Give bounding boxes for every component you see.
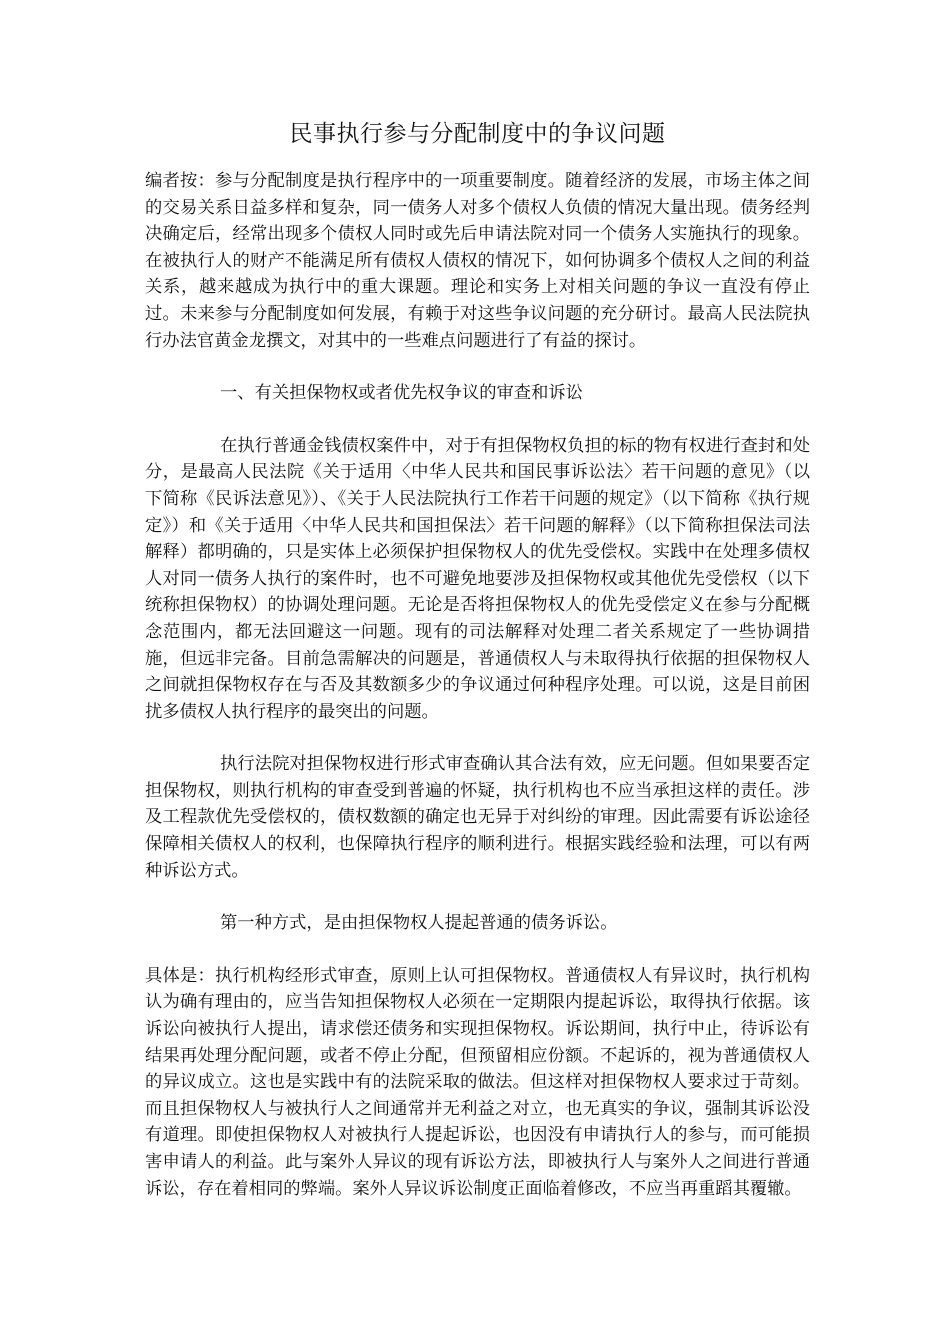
spacer <box>145 354 810 380</box>
body-paragraph-1: 在执行普通金钱债权案件中，对于有担保物权负担的标的物有权进行查封和处分，是最高人民法院《关于适用〈中华人民共和国民事诉讼法〉若干问题的意见》（以下简称《民诉法意见》）、《关于人民法院执行工作若干问题的规定》（以下简称《执行规定》）和《关于适用〈中华人民共和国担保法〉若干问题的解释》（以下简称担保法司法解释）都明确的，只是实体上必须保护担保物权人的优先受偿权。实践中在处理多债权人对同一债务人执行的案件时，也不可避免地要涉及担保物权或其他优先受偿权（以下统称担保物权）的协调处理问题。无论是否将担保物权人的优先受偿定义在参与分配概念范围内，都无法回避这一问题。现有的司法解释对处理二者关系规定了一些协调措施，但远非完备。目前急需解决的问题是，普通债权人与未取得执行依据的担保物权人之间就担保物权存在与否及其数额多少的争议通过何种程序处理。可以说，这是目前困扰多债权人执行程序的最突出的问题。 <box>145 435 810 722</box>
spacer <box>145 725 810 751</box>
body-paragraph-2: 执行法院对担保物权进行形式审查确认其合法有效，应无问题。但如果要否定担保物权，则执行机构的审查受到普遍的怀疑，执行机构也不应当承担这样的责任。涉及工程款优先受偿权的，债权数额的确定也无异于对纠纷的审理。因此需要有诉讼途径保障相关债权人的权利，也保障执行程序的顺利进行。根据实践经验和法理，可以有两种诉讼方式。 <box>145 754 810 881</box>
body-paragraph-3: 第一种方式，是由担保物权人提起普通的债务诉讼。 <box>220 913 618 934</box>
spacer <box>145 884 810 910</box>
section-heading: 一、有关担保物权或者优先权争议的审查和诉讼 <box>220 383 583 404</box>
spacer <box>145 937 810 963</box>
document-title: 民事执行参与分配制度中的争议问题 <box>289 121 666 147</box>
document-page <box>145 118 810 1202</box>
spacer <box>145 407 810 433</box>
editor-note-paragraph: 编者按：参与分配制度是执行程序中的一项重要制度。随着经济的发展，市场主体之间的交易关系日益多样和复杂，同一债务人对多个债权人负债的情况大量出现。债务经判决确定后，经常出现多个债权人同时或先后申请法院对同一个债务人实施执行的现象。在被执行人的财产不能满足所有债权人债权的情况下，如何协调多个债权人之间的利益关系，越来越成为执行中的重大课题。理论和实务上对相关问题的争议一直没有停止过。未来参与分配制度如何发展，有赖于对这些争议问题的充分研讨。最高人民法院执行办法官黄金龙撰文，对其中的一些难点问题进行了有益的探讨。 <box>145 171 810 351</box>
body-paragraph-4: 具体是：执行机构经形式审查，原则上认可担保物权。普通债权人有异议时，执行机构认为确有理由的，应当告知担保物权人必须在一定期限内提起诉讼，取得执行依据。该诉讼向被执行人提出，请求偿还债务和实现担保物权。诉讼期间，执行中止，待诉讼有结果再处理分配问题，或者不停止分配，但预留相应份额。不起诉的，视为普通债权人的异议成立。这也是实践中有的法院采取的做法。但这样对担保物权人要求过于苛刻。而且担保物权人与被执行人之间通常并无利益之对立，也无真实的争议，强制其诉讼没有道理。即使担保物权人对被执行人提起诉讼，也因没有申请执行人的参与，而可能损害申请人的利益。此与案外人异议的现有诉讼方法，即被执行人与案外人之间进行普通诉讼，存在着相同的弊端。案外人异议诉讼制度正面临着修改，不应当再重蹈其覆辙。 <box>145 965 810 1199</box>
